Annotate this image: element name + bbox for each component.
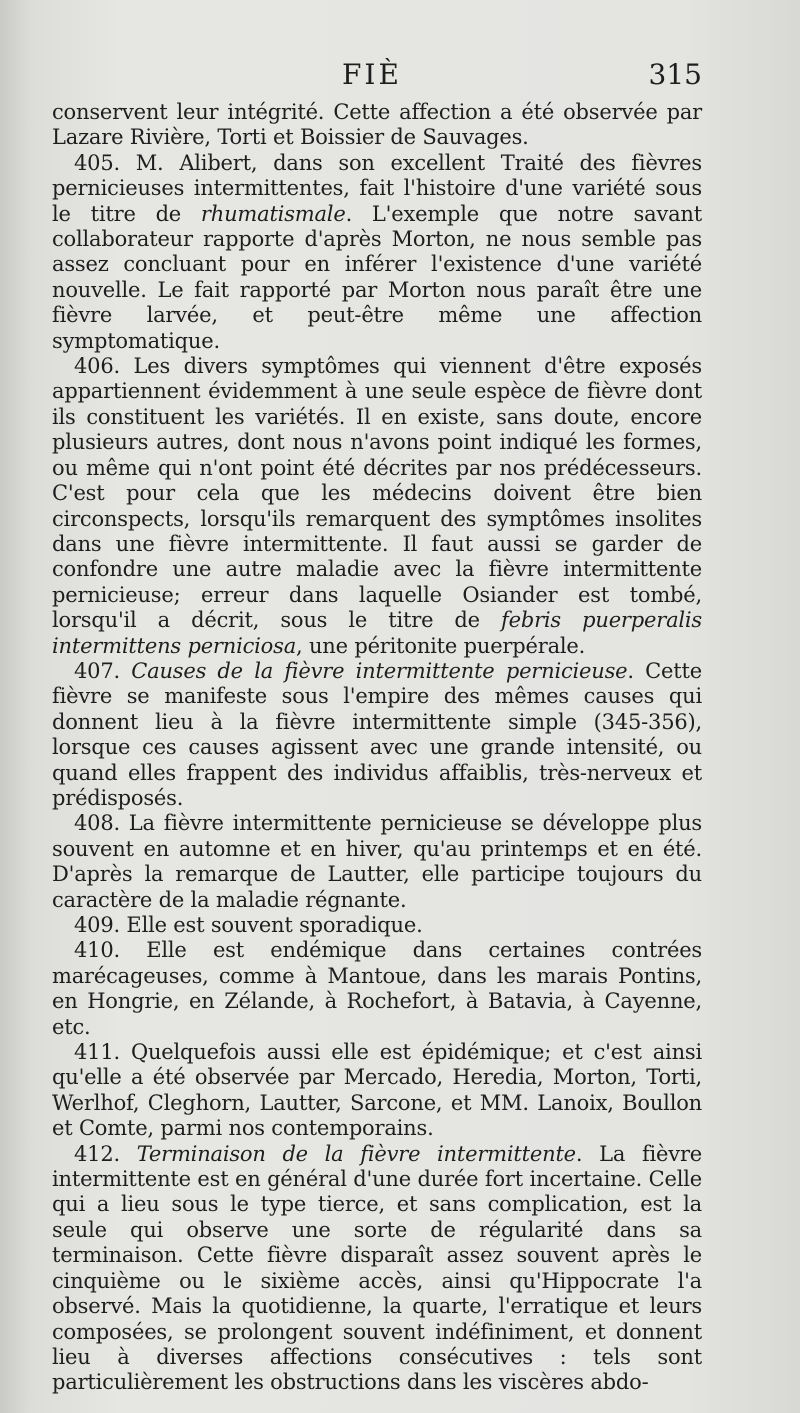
paragraph-text: . L'exemple que notre savant collaborateur rapporte d'après Morton, ne nous semble pas assez concluant pour en inférer l'existence d'une variété nouvelle. Le fait rapporté par Morton nous paraît être une fièvre larvée, et peut-être même une affection symptomatique.: [52, 201, 702, 353]
paragraph-text: 409. Elle est souvent sporadique.: [74, 913, 423, 937]
italic-term: febris puerperalis intermittens perniciosa: [52, 608, 703, 658]
section-heading: Terminaison de la fièvre intermittente: [136, 1141, 576, 1166]
paragraph-text: 408. La fièvre intermittente pernicieuse se développe plus souvent en automne et en hiver, qu'au printemps et en été. D'après la remarque de Lautter, elle participe toujours du caractère de la maladie régnante.: [52, 811, 702, 912]
section-heading: Causes de la fièvre intermittente pernicieuse: [131, 658, 628, 683]
paragraph-text: 412.: [74, 1141, 137, 1166]
italic-term: rhumatismale: [200, 201, 346, 226]
paragraph-409: [52, 913, 702, 938]
paragraph-text: 407.: [74, 658, 132, 683]
paragraph-407: [52, 659, 702, 811]
paragraph-continuation: [52, 100, 702, 151]
paragraph-411: [52, 1040, 702, 1142]
body-text: [52, 100, 702, 1396]
paragraph-410: [52, 938, 702, 1040]
page-header: [52, 58, 702, 98]
paragraph-text: 410. Elle est endémique dans certaines contrées marécageuses, comme à Mantoue, dans les marais Pontins, en Hongrie, en Zélande, à Rochefort, à Batavia, à Cayenne, etc.: [52, 938, 702, 1039]
paragraph-text: , une péritonite puerpérale.: [296, 633, 586, 658]
paragraph-text: . La fièvre intermittente est en général d'une durée fort incertaine. Celle qui a lieu sous le type tierce, et sans complication, est la seule qui observe une sorte de régularité dans sa terminaison. Cette fièvre disparaît assez souvent après le cinquième ou le sixième accès, ainsi qu'Hippocrate l'a observé. Mais la quotidienne, la quarte, l'erratique et leurs composées, se prolongent souvent indéfiniment, et donnent lieu à diverses affections consécutives : tels sont particulièrement les obstructions dans les viscères abdo-: [52, 1141, 703, 1395]
paragraph-406: [52, 354, 702, 659]
paragraph-text: 406. Les divers symptômes qui viennent d'être exposés appartiennent évidemment à une seule espèce de fièvre dont ils constituent les variétés. Il en existe, sans doute, encore plusieurs autres, dont nous n'avons point indiqué les formes, ou même qui n'ont point été décrites par nos prédécesseurs. C'est pour cela que les médecins doivent être bien circonspects, lorsqu'ils remarquent des symptômes insolites dans une fièvre intermittente. Il faut aussi se garder de confondre une autre maladie avec la fièvre intermittente pernicieuse; erreur dans laquelle Osiander est tombé, lorsqu'il a décrit, sous le titre de: [52, 354, 702, 633]
paragraph-text: . Cette fièvre se manifeste sous l'empire des mêmes causes qui donnent lieu à la fièvre intermittente simple (345-356), lorsque ces causes agissent avec une grande intensité, ou quand elles frappent des individus affaiblis, très-nerveux et prédisposés.: [52, 658, 702, 810]
page-number: 315: [648, 58, 702, 91]
running-head: FIÈ: [342, 58, 402, 91]
paragraph-text: 411. Quelquefois aussi elle est épidémique; et c'est ainsi qu'elle a été observée par Mercado, Heredia, Morton, Torti, Werlhof, Cleghorn, Lautter, Sarcone, et MM. Lanoix, Boullon et Comte, parmi nos contemporains.: [52, 1040, 702, 1141]
paragraph-405: [52, 151, 702, 354]
paragraph-text: conservent leur intégrité. Cette affection a été observée par Lazare Rivière, Torti et Boissier de Sauvages.: [52, 100, 702, 150]
paragraph-412: [52, 1142, 702, 1396]
paragraph-408: [52, 811, 702, 913]
paragraph-text: 405. M. Alibert, dans son excellent Traité des fièvres pernicieuses intermittentes, fait l'histoire d'une variété sous le titre de: [52, 150, 702, 226]
